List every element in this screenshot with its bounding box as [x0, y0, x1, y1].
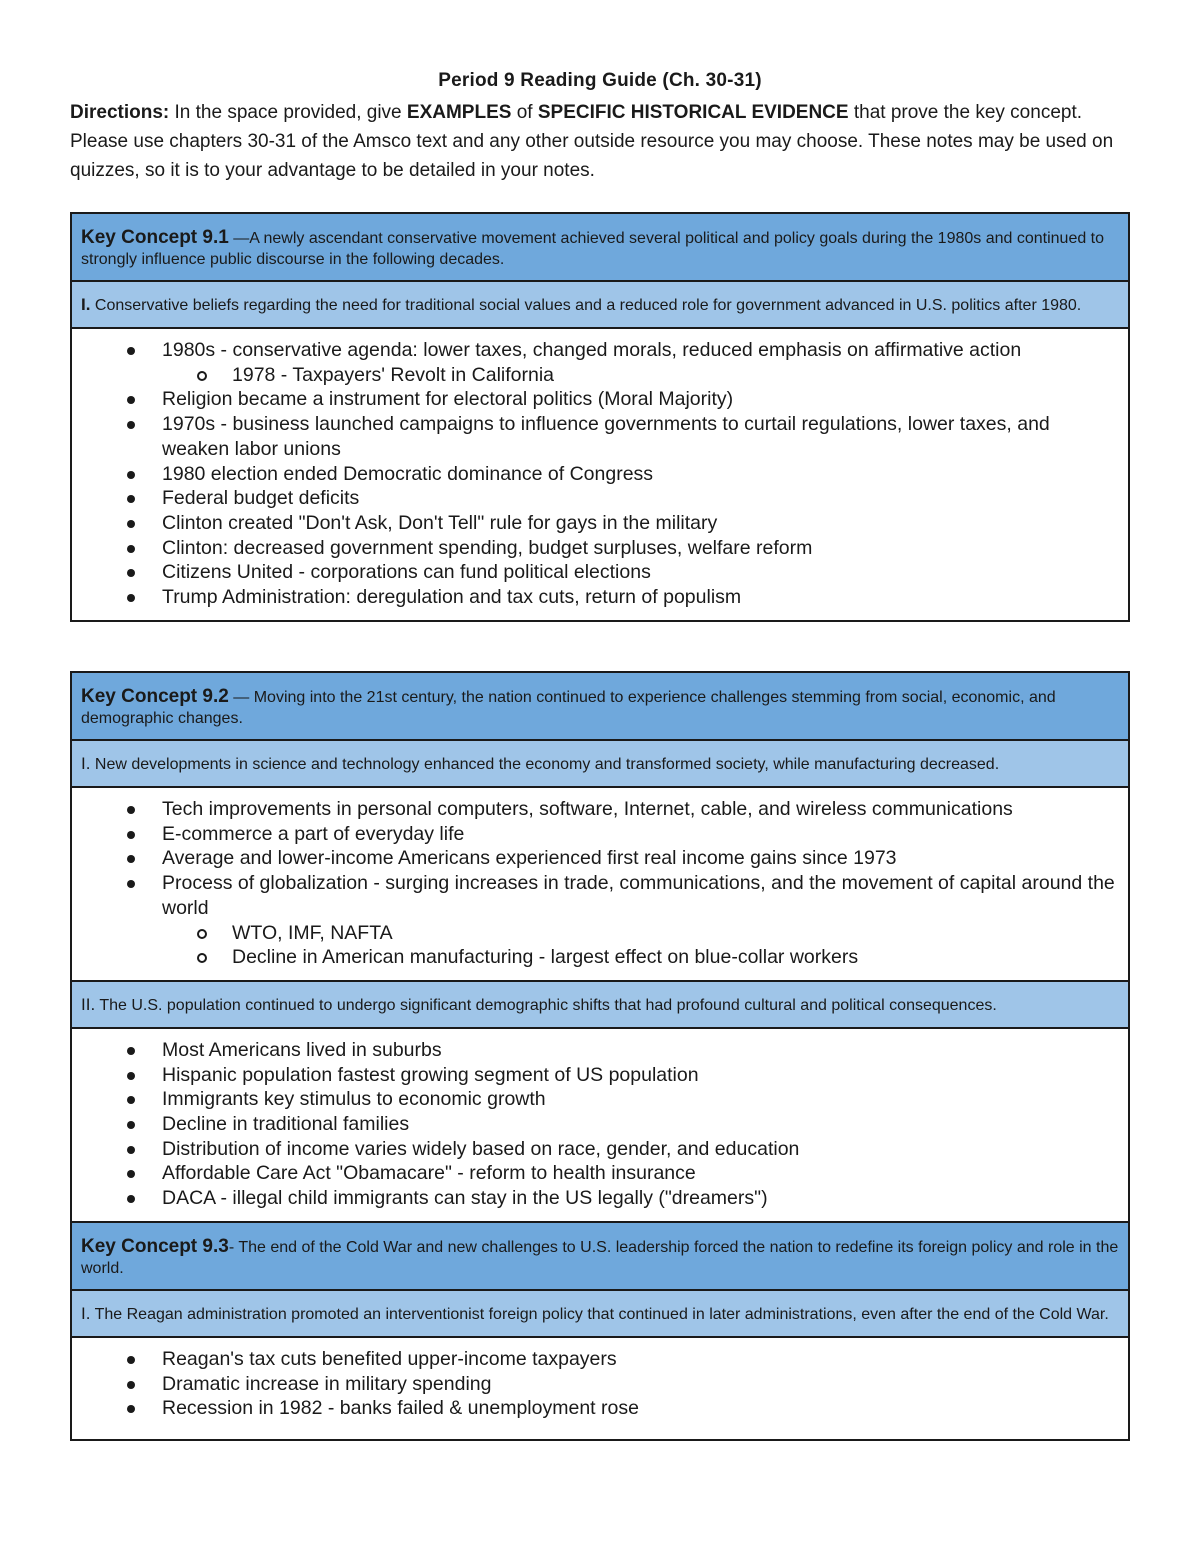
hollow-bullet-icon [197, 371, 207, 381]
bullet-icon [127, 1047, 135, 1055]
bullet-icon [127, 1146, 135, 1154]
list-item [121, 871, 1119, 970]
key-concept-9-1-header [71, 213, 1129, 281]
directions-evidence: SPECIFIC HISTORICAL EVIDENCE [537, 102, 849, 123]
bullet-icon [127, 569, 135, 577]
directions-text [70, 98, 1130, 185]
list-item [121, 1137, 1119, 1162]
list-item [121, 1063, 1119, 1088]
bullet-icon [127, 1072, 135, 1080]
bullet-icon [127, 1121, 135, 1129]
subconcept-9-3-i [71, 1290, 1129, 1337]
list-item [121, 1112, 1119, 1137]
directions-part-2: of [511, 102, 538, 123]
list-item-text: 1980 election ended Democratic dominance of Congress [162, 462, 654, 485]
list-item [121, 387, 1119, 412]
list-item [121, 1186, 1119, 1211]
list-item-text: Average and lower-income Americans experienced first real income gains since 1973 [162, 847, 897, 870]
directions-examples: EXAMPLES [406, 102, 512, 123]
list-item [121, 822, 1119, 847]
list-item [121, 560, 1119, 585]
list-item-text: Decline in American manufacturing - largest effect on blue-collar workers [232, 946, 859, 969]
list-item [121, 338, 1119, 387]
bullet-icon [127, 806, 135, 814]
list-item-text: DACA - illegal child immigrants can stay in the US legally ("dreamers") [162, 1187, 768, 1210]
key-concept-description: —A newly ascendant conservative movement achieved several political and policy goals during the 1980s and continued to strongly influence public discourse in the following decades. [81, 230, 1105, 268]
evidence-notes-9-2-i [71, 787, 1129, 981]
bullet-icon [127, 495, 135, 503]
list-item [121, 1087, 1119, 1112]
list-item-text: Affordable Care Act "Obamacare" - reform to health insurance [162, 1162, 696, 1185]
list-subitem [191, 363, 1119, 388]
list-item [121, 1161, 1119, 1186]
list-subitem [191, 945, 1119, 970]
key-concept-label: Key Concept 9.1 [81, 227, 229, 248]
bullet-icon [127, 831, 135, 839]
subconcept-9-1-i [71, 281, 1129, 328]
list-item [121, 536, 1119, 561]
key-concept-description: — Moving into the 21st century, the nation continued to experience challenges stemming from social, economic, and demographic changes. [81, 689, 1056, 727]
bullet-icon [127, 1170, 135, 1178]
list-item-text: Reagan's tax cuts benefited upper-income taxpayers [162, 1347, 617, 1370]
bullet-icon [127, 855, 135, 863]
bullet-icon [127, 520, 135, 528]
list-item-text: E-commerce a part of everyday life [162, 822, 465, 845]
list-item [121, 1372, 1119, 1397]
subconcept-text: Conservative beliefs regarding the need for traditional social values and a reduced role for government advanced in U.S. politics after 1980. [90, 297, 1082, 314]
list-item-text: Religion became a instrument for electoral politics (Moral Majority) [162, 388, 734, 411]
list-item-text: 1978 - Taxpayers' Revolt in California [232, 363, 555, 386]
bullet-icon [127, 880, 135, 888]
list-item-text: Recession in 1982 - banks failed & unemployment rose [162, 1397, 639, 1420]
subconcept-numeral: II. [81, 994, 96, 1014]
evidence-notes-9-1-i [71, 328, 1129, 621]
list-item [121, 1396, 1119, 1421]
evidence-notes-9-3-i [71, 1337, 1129, 1440]
list-item-text: Dramatic increase in military spending [162, 1372, 492, 1395]
key-concept-9-2-table [70, 671, 1130, 1441]
key-concept-label: Key Concept 9.2 [81, 686, 229, 707]
list-item-text: Citizens United - corporations can fund political elections [162, 561, 651, 584]
list-item [121, 846, 1119, 871]
list-item [121, 797, 1119, 822]
bullet-icon [127, 594, 135, 602]
bullet-icon [127, 396, 135, 404]
list-item [121, 511, 1119, 536]
subconcept-9-2-ii [71, 981, 1129, 1028]
list-item [121, 1347, 1119, 1372]
subconcept-text: The Reagan administration promoted an interventionist foreign policy that continued in later administrations, even after the end of the Cold War. [90, 1305, 1109, 1323]
bullet-icon [127, 1096, 135, 1104]
hollow-bullet-icon [197, 929, 207, 939]
evidence-notes-9-2-ii [71, 1028, 1129, 1222]
list-item [121, 412, 1119, 461]
list-item-text: Hispanic population fastest growing segment of US population [162, 1063, 699, 1086]
key-concept-9-2-header [71, 672, 1129, 740]
bullet-icon [127, 1356, 135, 1364]
list-item-text: 1970s - business launched campaigns to influence governments to curtail regulations, lower taxes, and weaken labor unions [162, 413, 1050, 460]
directions-part-1: In the space provided, give [169, 102, 407, 123]
bullet-icon [127, 347, 135, 355]
subconcept-numeral: I. [81, 754, 91, 773]
list-item-text: Federal budget deficits [162, 487, 360, 510]
key-concept-label: Key Concept 9.3 [81, 1235, 229, 1257]
list-item-text: Immigrants key stimulus to economic growth [162, 1088, 546, 1111]
list-item-text: Decline in traditional families [162, 1113, 410, 1136]
key-concept-description: - The end of the Cold War and new challenges to U.S. leadership forced the nation to redefine its foreign policy and role in the world. [81, 1238, 1119, 1277]
list-item-text: 1980s - conservative agenda: lower taxes, changed morals, reduced emphasis on affirmative action [162, 339, 1022, 361]
subconcept-numeral: I. [81, 1303, 91, 1323]
list-item-text: Most Americans lived in suburbs [162, 1038, 442, 1061]
subconcept-text: New developments in science and technology enhanced the economy and transformed society, while manufacturing decreased. [90, 756, 1000, 773]
list-subitem [191, 921, 1119, 946]
list-item-text: Clinton: decreased government spending, budget surpluses, welfare reform [162, 536, 813, 559]
key-concept-9-1-table [70, 212, 1130, 622]
hollow-bullet-icon [197, 953, 207, 963]
list-item-text: Process of globalization - surging increases in trade, communications, and the movement of capital around the world [162, 872, 1115, 919]
subconcept-numeral: I. [81, 295, 91, 314]
list-item-text: Tech improvements in personal computers, software, Internet, cable, and wireless communications [162, 798, 1013, 820]
subconcept-9-2-i [71, 740, 1129, 787]
bullet-icon [127, 471, 135, 479]
bullet-icon [127, 545, 135, 553]
bullet-icon [127, 1381, 135, 1389]
list-item-text: Clinton created "Don't Ask, Don't Tell" rule for gays in the military [162, 511, 718, 534]
list-item [121, 486, 1119, 511]
list-item [121, 1038, 1119, 1063]
page-header [70, 70, 1130, 185]
bullet-icon [127, 1195, 135, 1203]
list-item-text: Distribution of income varies widely based on race, gender, and education [162, 1137, 800, 1160]
subconcept-text: The U.S. population continued to undergo significant demographic shifts that had profound cultural and political consequences. [95, 996, 997, 1014]
directions-label: Directions: [70, 102, 170, 123]
list-item [121, 585, 1119, 610]
key-concept-9-3-header [71, 1222, 1129, 1290]
directions-part-3: that prove the key concept. Please use chapters 30-31 of the Amsco text and any other outside resource you may choose. These notes may be used on quizzes, so it is to your advantage to be detailed in your notes. [70, 102, 1114, 181]
list-item-text: WTO, IMF, NAFTA [232, 921, 393, 944]
bullet-icon [127, 1405, 135, 1413]
bullet-icon [127, 421, 135, 429]
document-title: Period 9 Reading Guide (Ch. 30-31) [438, 70, 762, 91]
list-item-text: Trump Administration: deregulation and tax cuts, return of populism [162, 586, 742, 609]
list-item [121, 462, 1119, 487]
